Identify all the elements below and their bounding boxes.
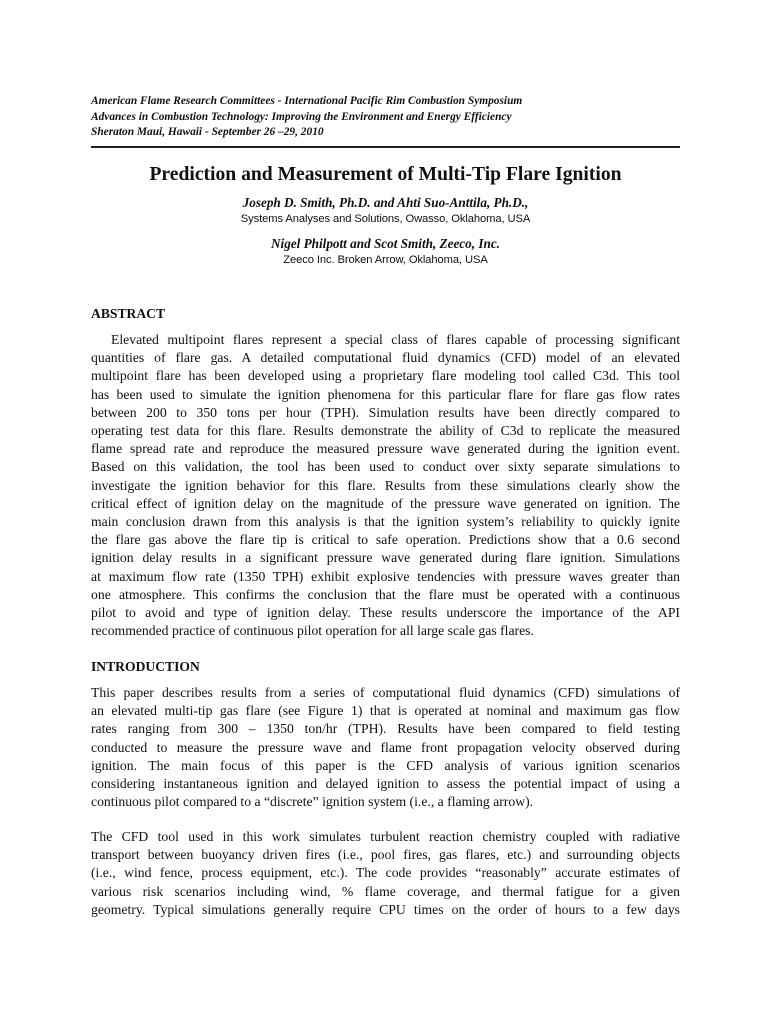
text-line: rates ranging from 300 – 1350 ton/hr (TPH). Results have been compared to field testing — [91, 721, 680, 737]
abstract-heading: ABSTRACT — [91, 306, 166, 321]
header-rule — [91, 146, 680, 148]
introduction-heading: INTRODUCTION — [91, 659, 200, 674]
text-line: at maximum flow rate (1350 TPH) exhibit explosive tendencies with pressure waves greater than — [91, 568, 680, 584]
text-line: transport between buoyancy driven fires (i.e., pool fires, gas flares, etc.) and surrounding objects — [91, 847, 680, 863]
text-line: one atmosphere. This confirms the conclusion that the flare must be operated with a continuous — [91, 586, 680, 602]
text-line: main conclusion drawn from this analysis is that the ignition system’s reliability to quickly ignite — [91, 514, 680, 530]
text-line: ignition. The main focus of this paper is the CFD analysis of various ignition scenarios — [91, 757, 680, 773]
author-group-1: Joseph D. Smith, Ph.D. and Ahti Suo-Anttila, Ph.D., — [242, 195, 529, 210]
text-line: Based on this validation, the tool has been used to conduct over sixty separate simulations to — [91, 459, 680, 475]
text-line: ignition delay results in a significant pressure wave generated during flare ignition. Simulations — [91, 550, 680, 566]
text-line: multipoint flare has been developed using a proprietary flare modeling tool called C3d. This tool — [91, 368, 680, 384]
text-line: The CFD tool used in this work simulates turbulent reaction chemistry coupled with radiative — [91, 829, 680, 844]
text-line: flame spread rate and reproduce the measured pressure wave generated during the ignition event. — [91, 441, 680, 457]
paper-title: Prediction and Measurement of Multi-Tip Flare Ignition — [149, 164, 622, 185]
text-line: investigate the ignition behavior for this flare. Results from these simulations clearly show the — [91, 477, 680, 493]
text-line: considering instantaneous ignition and delayed ignition to assess the potential impact of using a — [91, 776, 680, 792]
text-line: the flare gas above the flare tip is critical to safe operation. Predictions show that a 0.6 second — [91, 532, 680, 548]
text-line: operating test data for this flare. Results demonstrate the ability of C3d to replicate the measured — [91, 423, 680, 439]
abstract-body — [91, 331, 680, 640]
text-line: (i.e., wind fence, process equipment, etc.). The code provides “reasonably” accurate estimates of — [91, 865, 680, 881]
conference-line-1: American Flame Research Committees - International Pacific Rim Combustion Symposium — [91, 95, 523, 107]
text-line: geometry. Typical simulations generally require CPU times on the order of hours to a few days — [91, 901, 680, 917]
text-line: an elevated multi-tip gas flare (see Figure 1) that is operated at nominal and maximum gas flow — [91, 703, 680, 719]
text-line: recommended practice of continuous pilot operation for all large scale gas flares. — [91, 623, 534, 639]
text-line: various risk scenarios including wind, % flame coverage, and thermal fatigue for a given — [91, 883, 680, 899]
affiliation-2: Zeeco Inc. Broken Arrow, Oklahoma, USA — [283, 254, 488, 266]
text-line: This paper describes results from a series of computational fluid dynamics (CFD) simulations of — [91, 685, 680, 700]
conference-header — [91, 94, 691, 141]
affiliation-1: Systems Analyses and Solutions, Owasso, Oklahoma, USA — [240, 213, 531, 225]
conference-line-3: Sheraton Maui, Hawaii - September 26 –29, 2010 — [91, 126, 324, 138]
text-line: continuous pilot compared to a “discrete” ignition system (i.e., a flaming arrow). — [91, 794, 534, 810]
text-line: quantities of flare gas. A detailed computational fluid dynamics (CFD) model of an elevated — [91, 350, 680, 366]
text-line: critical effect of ignition delay on the magnitude of the pressure wave generated on ignition. The — [91, 495, 680, 511]
text-line: has been used to simulate the ignition phenomena for this particular flare for flare gas flow rates — [91, 386, 680, 402]
text-line: Elevated multipoint flares represent a special class of flares capable of processing significant — [111, 332, 680, 347]
text-line: conducted to measure the pressure wave and flame front propagation velocity observed during — [91, 739, 680, 755]
conference-line-2: Advances in Combustion Technology: Improving the Environment and Energy Efficiency — [91, 110, 512, 123]
introduction-paragraph-1 — [91, 684, 680, 811]
introduction-paragraph-2 — [91, 828, 680, 919]
author-group-2: Nigel Philpott and Scot Smith, Zeeco, Inc. — [271, 236, 500, 251]
text-line: pilot to avoid and type of ignition delay. These results underscore the importance of the API — [91, 605, 680, 621]
text-line: between 200 to 350 tons per hour (TPH). Simulation results have been directly compared to — [91, 404, 680, 420]
